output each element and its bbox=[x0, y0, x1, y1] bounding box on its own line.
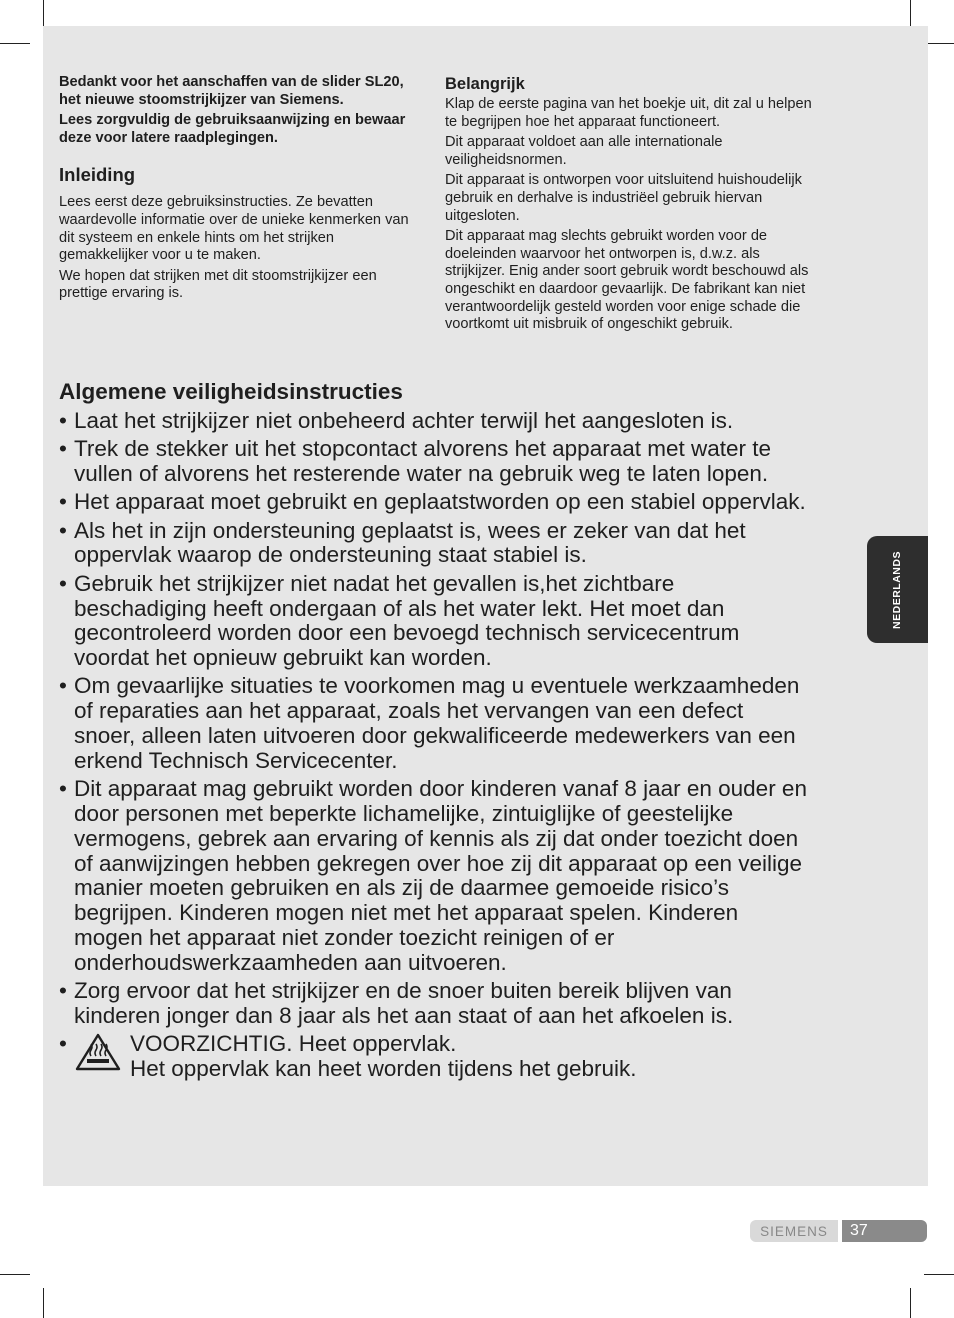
crop-mark bbox=[0, 43, 30, 44]
belangrijk-paragraph: Dit apparaat voldoet aan alle internationale veiligheidsnormen. bbox=[445, 134, 723, 168]
heading-inleiding: Inleiding bbox=[59, 164, 136, 186]
safety-section bbox=[59, 378, 809, 1085]
list-item: • Gebruik het strijkijzer niet nadat het gevallen is,het zichtbare beschadiging heeft ondergaan of als het water lekt. Het moet dan gecontroleerd worden door een bevoegd technisch servicecentrum voordat het opnieuw gebruikt kan worden. bbox=[59, 572, 809, 671]
list-item: • Laat het strijkijzer niet onbeheerd achter terwijl het aangesloten is. bbox=[59, 409, 809, 434]
left-column bbox=[59, 74, 424, 306]
warning-description: Het oppervlak kan heet worden tijdens het gebruik. bbox=[130, 1055, 637, 1081]
heading-belangrijk: Belangrijk bbox=[445, 75, 525, 93]
warning-text bbox=[130, 1032, 637, 1082]
language-tab-label: NEDERLANDS bbox=[891, 551, 903, 629]
language-tab bbox=[867, 536, 928, 643]
crop-mark bbox=[0, 1274, 30, 1275]
crop-mark bbox=[924, 43, 954, 44]
brand-label: SIEMENS bbox=[750, 1220, 838, 1242]
warning-title: • VOORZICHTIG. Heet oppervlak. bbox=[130, 1031, 457, 1057]
crop-mark bbox=[43, 1288, 44, 1318]
belangrijk-paragraph: Klap de eerste pagina van het boekje uit, dit zal u helpen te begrijpen hoe het apparaat functioneert. bbox=[445, 96, 812, 130]
list-item: • Het apparaat moet gebruikt en geplaatstworden op een stabiel oppervlak. bbox=[59, 490, 809, 515]
intro-thanks: Bedankt voor het aanschaffen van de slider SL20, het nieuwe stoomstrijkijzer van Siemens. bbox=[59, 74, 404, 108]
list-item: • Om gevaarlijke situaties te voorkomen mag u eventuele werkzaamheden of reparaties aan het apparaat, zoals het vervangen van een defect snoer, alleen laten uitvoeren door gekwalificeerde medewerkers van een erkend Technisch Servicecenter. bbox=[59, 674, 809, 773]
inleiding-paragraph: Lees eerst deze gebruiksinstructies. Ze bevatten waardevolle informatie over de unieke kenmerken van dit systeem en enkele hints om het strijken gemakkelijker voor u te maken. bbox=[59, 194, 409, 264]
crop-mark bbox=[924, 1274, 954, 1275]
list-item: • Dit apparaat mag gebruikt worden door kinderen vanaf 8 jaar en ouder en door personen met beperkte lichamelijke, zintuiglijke of geestelijke vermogens, gebrek aan ervaring of kennis als zij dat onder toezicht doen of aanwijzingen hebben gekregen over hoe zij dit apparaat op een veilige manier moeten gebruiken en als zij de daarmee gemoeide risico’s begrijpen. Kinderen mogen niet met het apparaat spelen. Kinderen mogen het apparaat niet zonder toezicht reinigen of er onderhoudswerkzaamheden aan uitvoeren. bbox=[59, 777, 809, 975]
list-item: • Als het in zijn ondersteuning geplaatst is, wees er zeker van dat het oppervlak waarop de ondersteuning staat stabiel is. bbox=[59, 519, 809, 569]
page-footer bbox=[750, 1220, 927, 1242]
list-item-warning bbox=[59, 1032, 809, 1082]
heading-safety: Algemene veiligheidsinstructies bbox=[59, 379, 403, 404]
belangrijk-paragraph: Dit apparaat is ontworpen voor uitsluitend huishoudelijk gebruik en derhalve is industriëel gebruik hiervan uitgesloten. bbox=[445, 172, 802, 224]
intro-read-carefully: Lees zorgvuldig de gebruiksaanwijzing en bewaar deze voor latere raadplegingen. bbox=[59, 112, 406, 146]
right-column bbox=[445, 74, 815, 337]
page-number: 37 bbox=[842, 1220, 927, 1242]
hot-surface-warning-icon bbox=[74, 1032, 122, 1072]
belangrijk-paragraph: Dit apparaat mag slechts gebruikt worden voor de doeleinden waarvoor het ontworpen is, d.w.z. als strijkijzer. Enig ander soort gebruik wordt beschouwd als ongeschikt en daardoor gevaarlijk. De fabrikant kan niet verantwoordelijk gesteld worden voor enige schade die voortkomt uit misbruik of ongeschikt gebruik. bbox=[445, 228, 809, 333]
crop-mark bbox=[910, 1288, 911, 1318]
list-item: • Trek de stekker uit het stopcontact alvorens het apparaat met water te vullen of alvorens het resterende water na gebruik weg te laten lopen. bbox=[59, 437, 809, 487]
list-item: • Zorg ervoor dat het strijkijzer en de snoer buiten bereik blijven van kinderen jonger dan 8 jaar als het aan staat of aan het afkoelen is. bbox=[59, 979, 809, 1029]
safety-list bbox=[59, 409, 809, 1082]
inleiding-paragraph: We hopen dat strijken met dit stoomstrijkijzer een prettige ervaring is. bbox=[59, 267, 377, 302]
